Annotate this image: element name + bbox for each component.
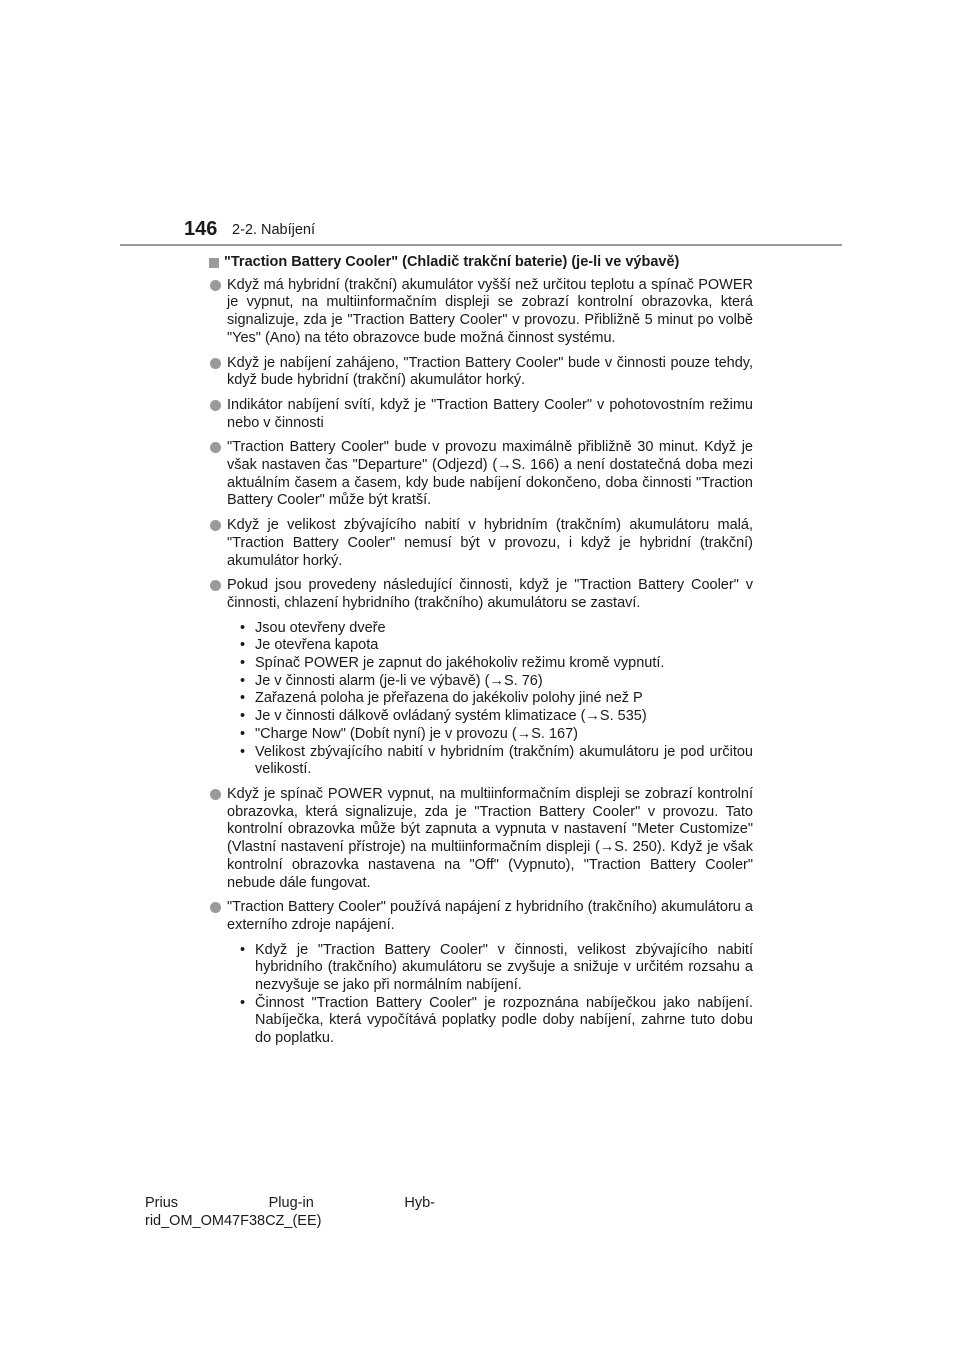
section-heading [209, 254, 753, 272]
list-item: • Když je "Traction Battery Cooler" v činnosti, velikost zbývajícího nabití hybridního (trakčního) akumulátoru se zvyšuje a snižuje v určitém rozsahu a nezvyšuje se jako při normálním nabíjení. [239, 942, 753, 995]
bullet-text: Když má hybridní (trakční) akumulátor vyšší než určitou teplotu a spínač POWER je vypnut, na multiinformačním displeji se zobrazí kontrolní obrazovka, která signalizuje, zda je "Traction Battery Cooler" v provozu. Přibližně 5 minut po volbě "Yes" (Ano) na této obrazovce bude možná činnost systému. [227, 276, 753, 346]
circle-bullet-icon [210, 520, 221, 531]
bullet-text: Když je nabíjení zahájeno, "Traction Battery Cooler" bude v činnosti pouze tehdy, když bude hybridní (trakční) akumulátor horký. [227, 354, 753, 389]
power-notes-list [239, 942, 753, 1048]
bullet-item [209, 577, 753, 612]
bullet-text: Indikátor nabíjení svítí, když je "Traction Battery Cooler" v pohotovostním režimu nebo v činnosti [227, 396, 753, 431]
bullet-item [209, 517, 753, 570]
heading-text: "Traction Battery Cooler" (Chladič trakční baterie) (je-li ve výbavě) [224, 254, 680, 270]
list-item: • "Charge Now" (Dobít nyní) je v provozu (→S. 167) [239, 726, 753, 744]
footer-model: Prius [145, 1195, 179, 1211]
section-label: 2-2. Nabíjení [232, 222, 316, 238]
header-rule [120, 244, 842, 246]
bullet-item [209, 899, 753, 934]
footer-variant: Plug-in [268, 1195, 314, 1211]
bullet-text: Když je velikost zbývajícího nabití v hybridním (trakčním) akumulátoru malá, "Traction Battery Cooler" nemusí být v provozu, i když je hybridní (trakční) akumulátor horký. [227, 517, 753, 569]
bullet-text: "Traction Battery Cooler" používá napájení z hybridního (trakčního) akumulátoru a externího zdroje napájení. [227, 899, 753, 933]
footer-line-1 [145, 1195, 435, 1213]
circle-bullet-icon [210, 902, 221, 913]
bullet-text: Když je spínač POWER vypnut, na multiinformačním displeji se zobrazí kontrolní obrazovka, která signalizuje, zda je "Traction Battery Cooler" v provozu. Tato kontrolní obrazovka může být zapnuta a vypnuta v nastavení "Meter Customize" (Vlastní nastavení přístroje) na multiinformačním displeji (→S. 250). Když je však kontrolní obrazovka nastavena na "Off" (Vypnuto), "Traction Battery Cooler" nebude dále fungovat. [227, 785, 753, 891]
bullet-item [209, 786, 753, 892]
list-item: • Je v činnosti alarm (je-li ve výbavě) (→S. 76) [239, 673, 753, 691]
bullet-item [209, 439, 753, 510]
circle-bullet-icon [210, 280, 221, 291]
list-item: • Spínač POWER je zapnut do jakéhokoliv režimu kromě vypnutí. [239, 655, 753, 673]
circle-bullet-icon [210, 580, 221, 591]
list-item: • Jsou otevřeny dveře [239, 620, 753, 638]
stop-conditions-list [239, 620, 753, 779]
bullet-text: "Traction Battery Cooler" bude v provozu maximálně přibližně 30 minut. Když je však nastaven čas "Departure" (Odjezd) (→S. 166) a není dostatečná doba mezi aktuálním časem a časem, kdy bude nabíjení dokončeno, doba činnosti "Traction Battery Cooler" může být kratší. [227, 439, 753, 509]
list-item: • Je v činnosti dálkově ovládaný systém klimatizace (→S. 535) [239, 708, 753, 726]
footer [145, 1195, 435, 1230]
bullet-text: Pokud jsou provedeny následující činnosti, když je "Traction Battery Cooler" v činnosti, chlazení hybridního (trakčního) akumulátoru se zastaví. [227, 577, 753, 611]
bullet-item [209, 355, 753, 390]
circle-bullet-icon [210, 400, 221, 411]
square-bullet-icon [209, 258, 219, 268]
circle-bullet-icon [210, 358, 221, 369]
bullet-item [209, 397, 753, 432]
page-content [209, 254, 753, 1055]
circle-bullet-icon [210, 789, 221, 800]
bullet-item [209, 277, 753, 348]
list-item: • Velikost zbývajícího nabití v hybridním (trakčním) akumulátoru je pod určitou velikostí. [239, 744, 753, 779]
list-item: • Je otevřena kapota [239, 637, 753, 655]
footer-line-2: rid_OM_OM47F38CZ_(EE) [145, 1212, 322, 1229]
list-item: • Zařazená poloha je přeřazena do jakékoliv polohy jiné než P [239, 690, 753, 708]
page-number: 146 [184, 218, 218, 240]
circle-bullet-icon [210, 442, 221, 453]
list-item: • Činnost "Traction Battery Cooler" je rozpoznána nabíječkou jako nabíjení. Nabíječka, která vypočítává poplatky podle doby nabíjení, zahrne tuto dobu do poplatku. [239, 995, 753, 1048]
footer-type: Hyb- [404, 1195, 435, 1211]
